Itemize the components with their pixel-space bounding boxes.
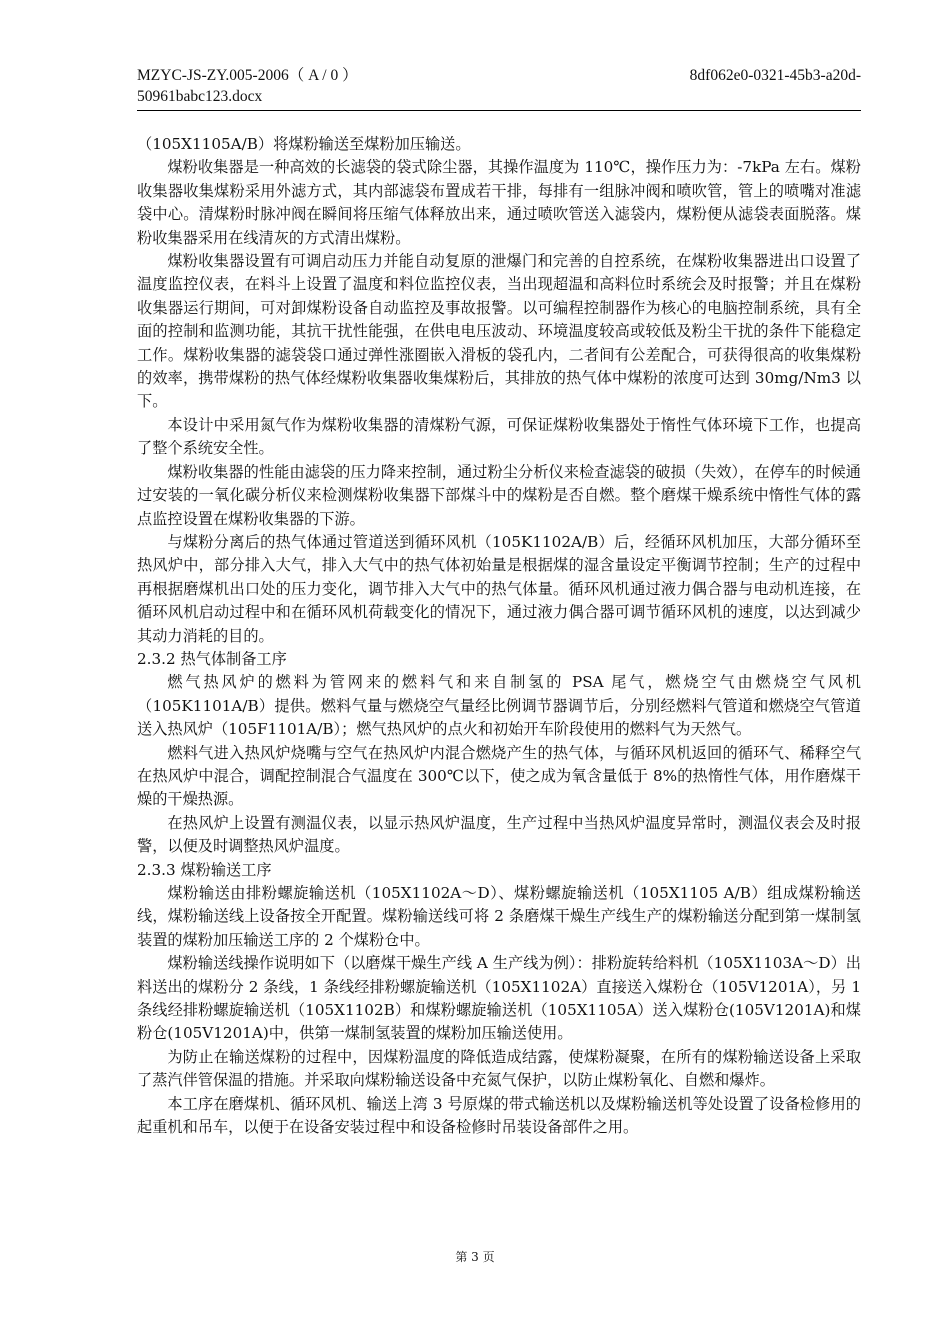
body-paragraph: 煤粉收集器设置有可调启动压力并能自动复原的泄爆门和完善的自控系统，在煤粉收集器进出口设置了温度监控仪表，在料斗上设置了温度和料位监控仪表，当出现超温和高料位时系统会及时报警；并且在煤粉收集器运行期间，可对卸煤粉设备自动监控及事故报警。以可编程控制器作为核心的电脑控制系统，具有全面的控制和监测功能，其抗干扰性能强，在供电电压波动、环境温度较高或较低及粉尘干扰的条件下能稳定工作。煤粉收集器的滤袋袋口通过弹性涨圈嵌入滑板的袋孔内，二者间有公差配合，可获得很高的收集煤粉的效率，携带煤粉的热气体经煤粉收集器收集煤粉后，其排放的热气体中煤粉的浓度可达到 30mg/Nm3 以下。 [137, 252, 861, 411]
body-paragraph: 煤粉输送线操作说明如下（以磨煤干燥生产线 A 生产线为例）：排粉旋转给料机（105X1103A～D）出料送出的煤粉分 2 条线，1 条线经排粉螺旋输送机（105X1102A）直接送入煤粉仓（105V1201A），另 1 条线经排粉螺旋输送机（105X1102B）和煤粉螺旋输送机（105X1105A）送入煤粉仓(105V1201A)和煤粉仓(105V1201A)中，供第一煤制氢装置的煤粉加压输送使用。 [137, 954, 861, 1043]
header-file-id: 8df062e0-0321-45b3-a20d- [689, 67, 861, 84]
body-paragraph: 燃料气进入热风炉烧嘴与空气在热风炉内混合燃烧产生的热气体，与循环风机返回的循环气、稀释空气在热风炉中混合，调配控制混合气温度在 300℃以下，使之成为氧含量低于 8%的热惰性气体，用作磨煤干燥的干燥热源。 [137, 743, 861, 809]
body-paragraph: 煤粉收集器的性能由滤袋的压力降来控制，通过粉尘分析仪来检查滤袋的破损（失效），在停车的时候通过安装的一氧化碳分析仪来检测煤粉收集器下部煤斗中的煤粉是否自燃。整个磨煤干燥系统中惰性气体的露点监控设置在煤粉收集器的下游。 [137, 462, 861, 528]
header-file-name: 50961babc123.docx [137, 88, 263, 105]
body-paragraph: 在热风炉上设置有测温仪表，以显示热风炉温度，生产过程中当热风炉温度异常时，测温仪表会及时报警，以便及时调整热风炉温度。 [137, 813, 861, 856]
body-paragraph: 燃气热风炉的燃料为管网来的燃料气和来自制氢的 PSA 尾气，燃烧空气由燃烧空气风机（105K1101A/B）提供。燃料气量与燃烧空气量经比例调节器调节后，分别经燃料气管道和燃烧空气管道送入热风炉（105F1101A/B）；燃气热风炉的点火和初始开车阶段使用的燃料气为天然气。 [137, 673, 861, 739]
section-heading: 2.3.3 煤粉输送工序 [137, 860, 272, 879]
body-paragraph: 与煤粉分离后的热气体通过管道送到循环风机（105K1102A/B）后，经循环风机加压，大部分循环至热风炉中，部分排入大气，排入大气中的热气体初始量是根据煤的湿含量设定平衡调节控制；生产的过程中再根据磨煤机出口处的压力变化，调节排入大气中的热气体量。循环风机通过液力偶合器与电动机连接，在循环风机启动过程中和在循环风机荷载变化的情况下，通过液力偶合器可调节循环风机的速度，以达到减少其动力消耗的目的。 [137, 532, 861, 645]
body-paragraph: 本工序在磨煤机、循环风机、输送上湾 3 号原煤的带式输送机以及煤粉输送机等处设置了设备检修用的起重机和吊车，以便于在设备安装过程中和设备检修时吊装设备部件之用。 [137, 1094, 861, 1137]
document-body [137, 133, 861, 1139]
header-doc-code: MZYC-JS-ZY.005-2006（ A / 0 ） [137, 67, 358, 84]
page-header [137, 66, 861, 111]
body-paragraph: 煤粉收集器是一种高效的长滤袋的袋式除尘器，其操作温度为 110℃，操作压力为：-7kPa 左右。煤粉收集器收集煤粉采用外滤方式，其内部滤袋布置成若干排，每排有一组脉冲阀和喷吹管，管上的喷嘴对准滤袋中心。清煤粉时脉冲阀在瞬间将压缩气体释放出来，通过喷吹管送入滤袋内，煤粉便从滤袋表面脱落。煤粉收集器采用在线清灰的方式清出煤粉。 [137, 158, 861, 247]
body-paragraph: 本设计中采用氮气作为煤粉收集器的清煤粉气源，可保证煤粉收集器处于惰性气体环境下工作，也提高了整个系统安全性。 [137, 415, 861, 458]
body-paragraph: （105X1105A/B）将煤粉输送至煤粉加压输送。 [137, 135, 471, 153]
body-paragraph: 为防止在输送煤粉的过程中，因煤粉温度的降低造成结露，使煤粉凝聚，在所有的煤粉输送设备上采取了蒸汽伴管保温的措施。并采取向煤粉输送设备中充氮气保护，以防止煤粉氧化、自燃和爆炸。 [137, 1047, 861, 1090]
section-heading: 2.3.2 热气体制备工序 [137, 649, 287, 668]
page-number: 第 3 页 [455, 1250, 495, 1264]
body-paragraph: 煤粉输送由排粉螺旋输送机（105X1102A～D）、煤粉螺旋输送机（105X1105 A/B）组成煤粉输送线，煤粉输送线上设备按全开配置。煤粉输送线可将 2 条磨煤干燥生产线生产的煤粉输送分配到第一煤制氢装置的煤粉加压输送工序的 2 个煤粉仓中。 [137, 884, 861, 949]
